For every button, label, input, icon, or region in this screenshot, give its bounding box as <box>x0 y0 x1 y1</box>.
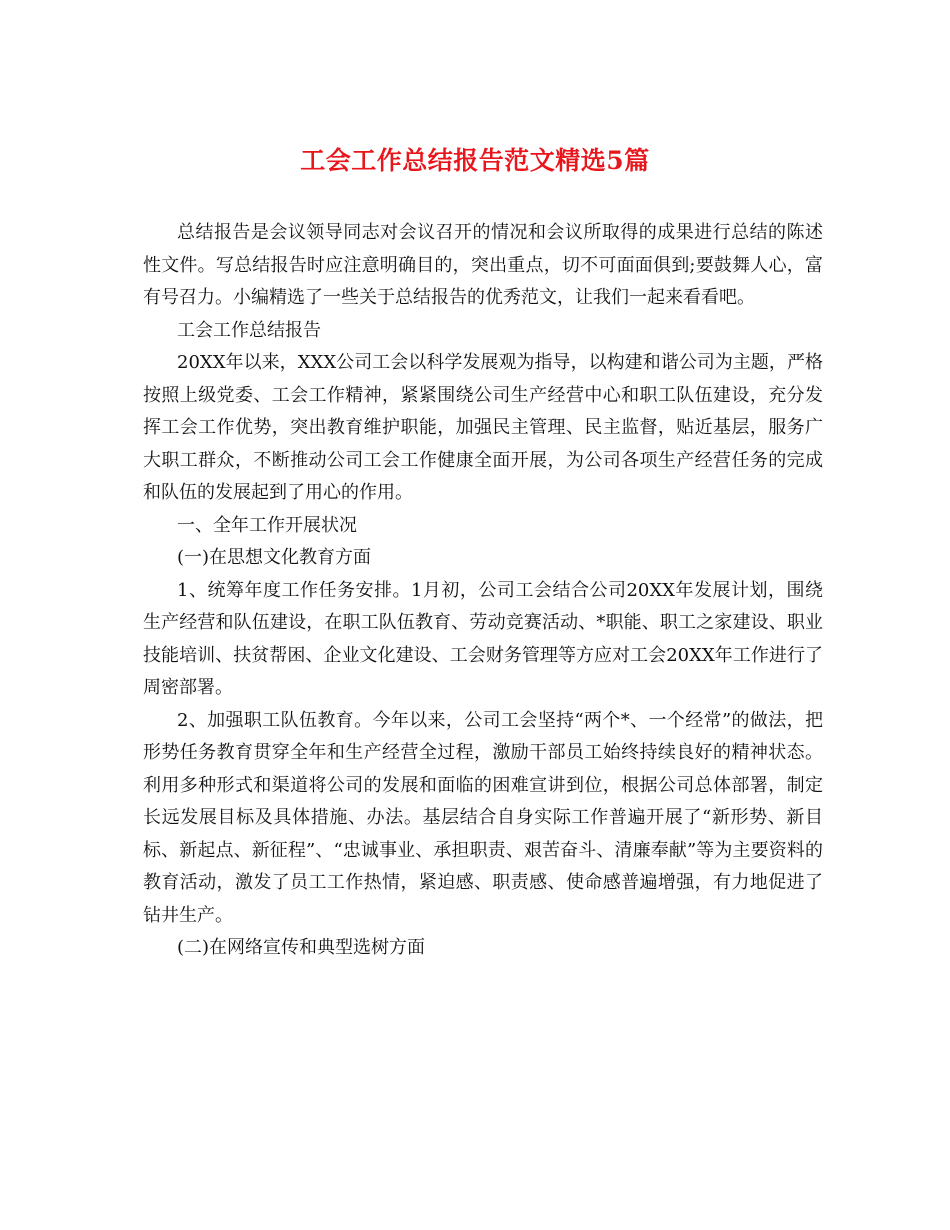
intro-paragraph: 总结报告是会议领导同志对会议召开的情况和会议所取得的成果进行总结的陈述性文件。写总结报告时应注意明确目的，突出重点，切不可面面俱到;要鼓舞人心，富有号召力。小编精选了一些关于总结报告的优秀范文，让我们一起来看看吧。 <box>143 222 823 308</box>
subsection-heading-publicity: (二)在网络宣传和典型选树方面 <box>177 937 426 958</box>
overview-paragraph: 20XX年以来，XXX公司工会以科学发展观为指导，以构建和谐公司为主题，严格按照上级党委、工会工作精神，紧紧围绕公司生产经营中心和职工队伍建设，充分发挥工会工作优势，突出教育维护职能，加强民主管理、民主监督，贴近基层，服务广大职工群众，不断推动公司工会工作健康全面开展，为公司各项生产经营任务的完成和队伍的发展起到了用心的作用。 <box>143 352 823 503</box>
subsection-heading-education: (一)在思想文化教育方面 <box>177 547 372 568</box>
item-2-paragraph: 2、加强职工队伍教育。今年以来，公司工会坚持“两个*、一个经常”的做法，把形势任务教育贯穿全年和生产经营全过程，激励干部员工始终持续良好的精神状态。利用多种形式和渠道将公司的发展和面临的困难宣讲到位，根据公司总体部署，制定长远发展目标及具体措施、办法。基层结合自身实际工作普遍开展了“新形势、新目标、新起点、新征程”、“忠诚事业、承担职责、艰苦奋斗、清廉奉献”等为主要资料的教育活动，激发了员工工作热情，紧迫感、职责感、使命感普遍增强，有力地促进了钻井生产。 <box>143 709 823 926</box>
document-title: 工会工作总结报告范文精选5篇 <box>300 146 650 175</box>
section-heading-annual-work: 一、全年工作开展状况 <box>177 514 357 536</box>
section-heading-report: 工会工作总结报告 <box>177 319 321 341</box>
document-body <box>143 217 823 965</box>
item-1-paragraph: 1、统筹年度工作任务安排。1月初，公司工会结合公司20XX年发展计划，围绕生产经营和队伍建设，在职工队伍教育、劳动竞赛活动、*职能、职工之家建设、职业技能培训、扶贫帮困、企业文化建设、工会财务管理等方应对工会20XX年工作进行了周密部署。 <box>143 579 823 698</box>
